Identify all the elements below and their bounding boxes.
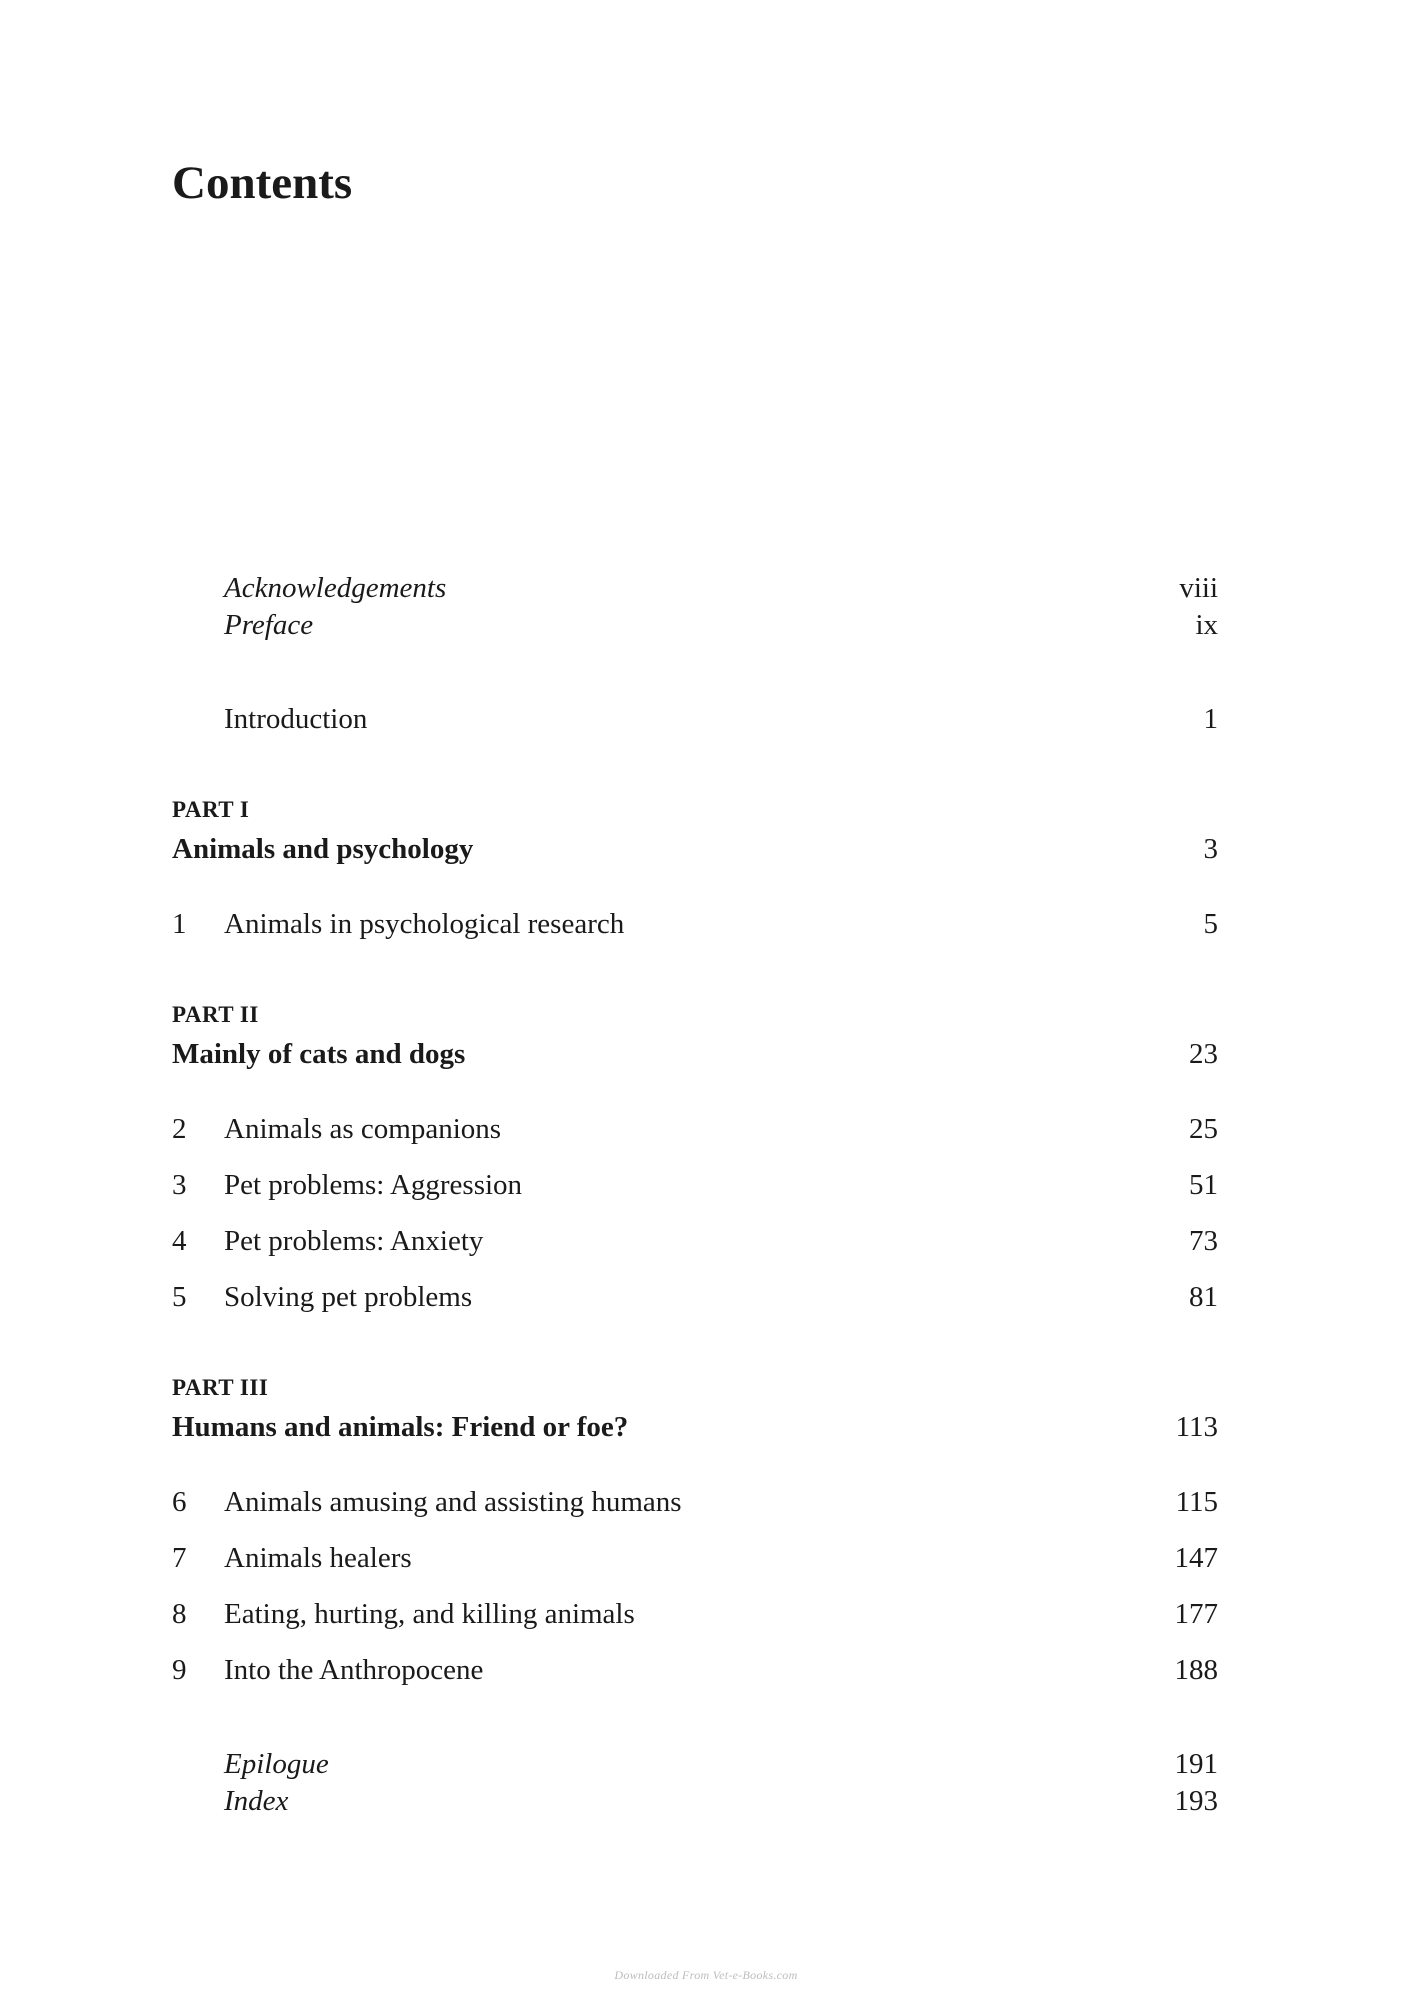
chapter-number: 5 <box>172 1281 187 1313</box>
toc-entry-page: 177 <box>1174 1598 1218 1630</box>
chapter-number: 1 <box>172 908 187 940</box>
part-label: PART III <box>172 1375 269 1400</box>
toc-entry-page: 193 <box>1174 1785 1218 1817</box>
toc-entry-preface[interactable] <box>172 605 1218 645</box>
toc-chapter-5[interactable] <box>172 1277 1218 1317</box>
toc-entry-page: 113 <box>1175 1411 1218 1443</box>
chapter-number: 4 <box>172 1225 187 1257</box>
toc-entry-page: 81 <box>1189 1281 1218 1313</box>
toc-entry-title: Solving pet problems <box>224 1281 473 1313</box>
chapter-number: 2 <box>172 1113 187 1145</box>
toc-entry-page: 73 <box>1189 1225 1218 1257</box>
toc-part-humans-and-animals[interactable] <box>172 1407 1218 1447</box>
toc-entry-index[interactable] <box>172 1781 1218 1821</box>
toc-entry-title: Pet problems: Aggression <box>224 1169 523 1201</box>
toc-entry-title: Preface <box>224 609 314 641</box>
toc-chapter-6[interactable] <box>172 1482 1218 1522</box>
chapter-number: 9 <box>172 1654 187 1686</box>
toc-chapter-9[interactable] <box>172 1650 1218 1690</box>
toc-entry-page: 3 <box>1203 833 1218 865</box>
toc-entry-page: 23 <box>1189 1038 1218 1070</box>
toc-chapter-1[interactable] <box>172 904 1218 944</box>
toc-chapter-7[interactable] <box>172 1538 1218 1578</box>
toc-entry-title: Animals in psychological research <box>224 908 625 940</box>
part-label: PART I <box>172 797 250 822</box>
toc-entry-page: viii <box>1179 572 1218 604</box>
toc-chapter-4[interactable] <box>172 1221 1218 1261</box>
toc-entry-title: Acknowledgements <box>224 572 447 604</box>
part-title: Mainly of cats and dogs <box>172 1038 466 1070</box>
page-title: Contents <box>172 157 353 209</box>
toc-chapter-2[interactable] <box>172 1109 1218 1149</box>
toc-chapter-8[interactable] <box>172 1594 1218 1634</box>
toc-entry-page: ix <box>1195 609 1218 641</box>
toc-entry-title: Index <box>224 1785 289 1817</box>
toc-entry-introduction[interactable] <box>172 699 1218 739</box>
chapter-number: 6 <box>172 1486 187 1518</box>
chapter-number: 3 <box>172 1169 187 1201</box>
part-label: PART II <box>172 1002 259 1027</box>
toc-entry-title: Animals healers <box>224 1542 412 1574</box>
toc-entry-page: 191 <box>1174 1748 1218 1780</box>
toc-entry-acknowledgements[interactable] <box>172 568 1218 608</box>
chapter-number: 7 <box>172 1542 187 1574</box>
toc-entry-title: Animals as companions <box>224 1113 502 1145</box>
toc-entry-title: Epilogue <box>224 1748 329 1780</box>
toc-entry-title: Introduction <box>224 703 368 735</box>
toc-entry-title: Animals amusing and assisting humans <box>224 1486 682 1518</box>
toc-entry-page: 5 <box>1203 908 1218 940</box>
part-title: Humans and animals: Friend or foe? <box>172 1411 629 1443</box>
part-title: Animals and psychology <box>172 833 474 865</box>
toc-entry-page: 1 <box>1203 703 1218 735</box>
toc-entry-page: 51 <box>1189 1169 1218 1201</box>
toc-entry-title: Eating, hurting, and killing animals <box>224 1598 635 1630</box>
toc-entry-page: 25 <box>1189 1113 1218 1145</box>
toc-part-mainly-of-cats-and-dogs[interactable] <box>172 1034 1218 1074</box>
toc-entry-page: 115 <box>1175 1486 1218 1518</box>
toc-part-animals-and-psychology[interactable] <box>172 829 1218 869</box>
chapter-number: 8 <box>172 1598 187 1630</box>
toc-entry-title: Pet problems: Anxiety <box>224 1225 484 1257</box>
toc-entry-title: Into the Anthropocene <box>224 1654 484 1686</box>
toc-entry-page: 188 <box>1174 1654 1218 1686</box>
toc-entry-epilogue[interactable] <box>172 1744 1218 1784</box>
toc-chapter-3[interactable] <box>172 1165 1218 1205</box>
toc-entry-page: 147 <box>1174 1542 1218 1574</box>
download-watermark: Downloaded From Vet-e-Books.com <box>614 1968 798 1982</box>
